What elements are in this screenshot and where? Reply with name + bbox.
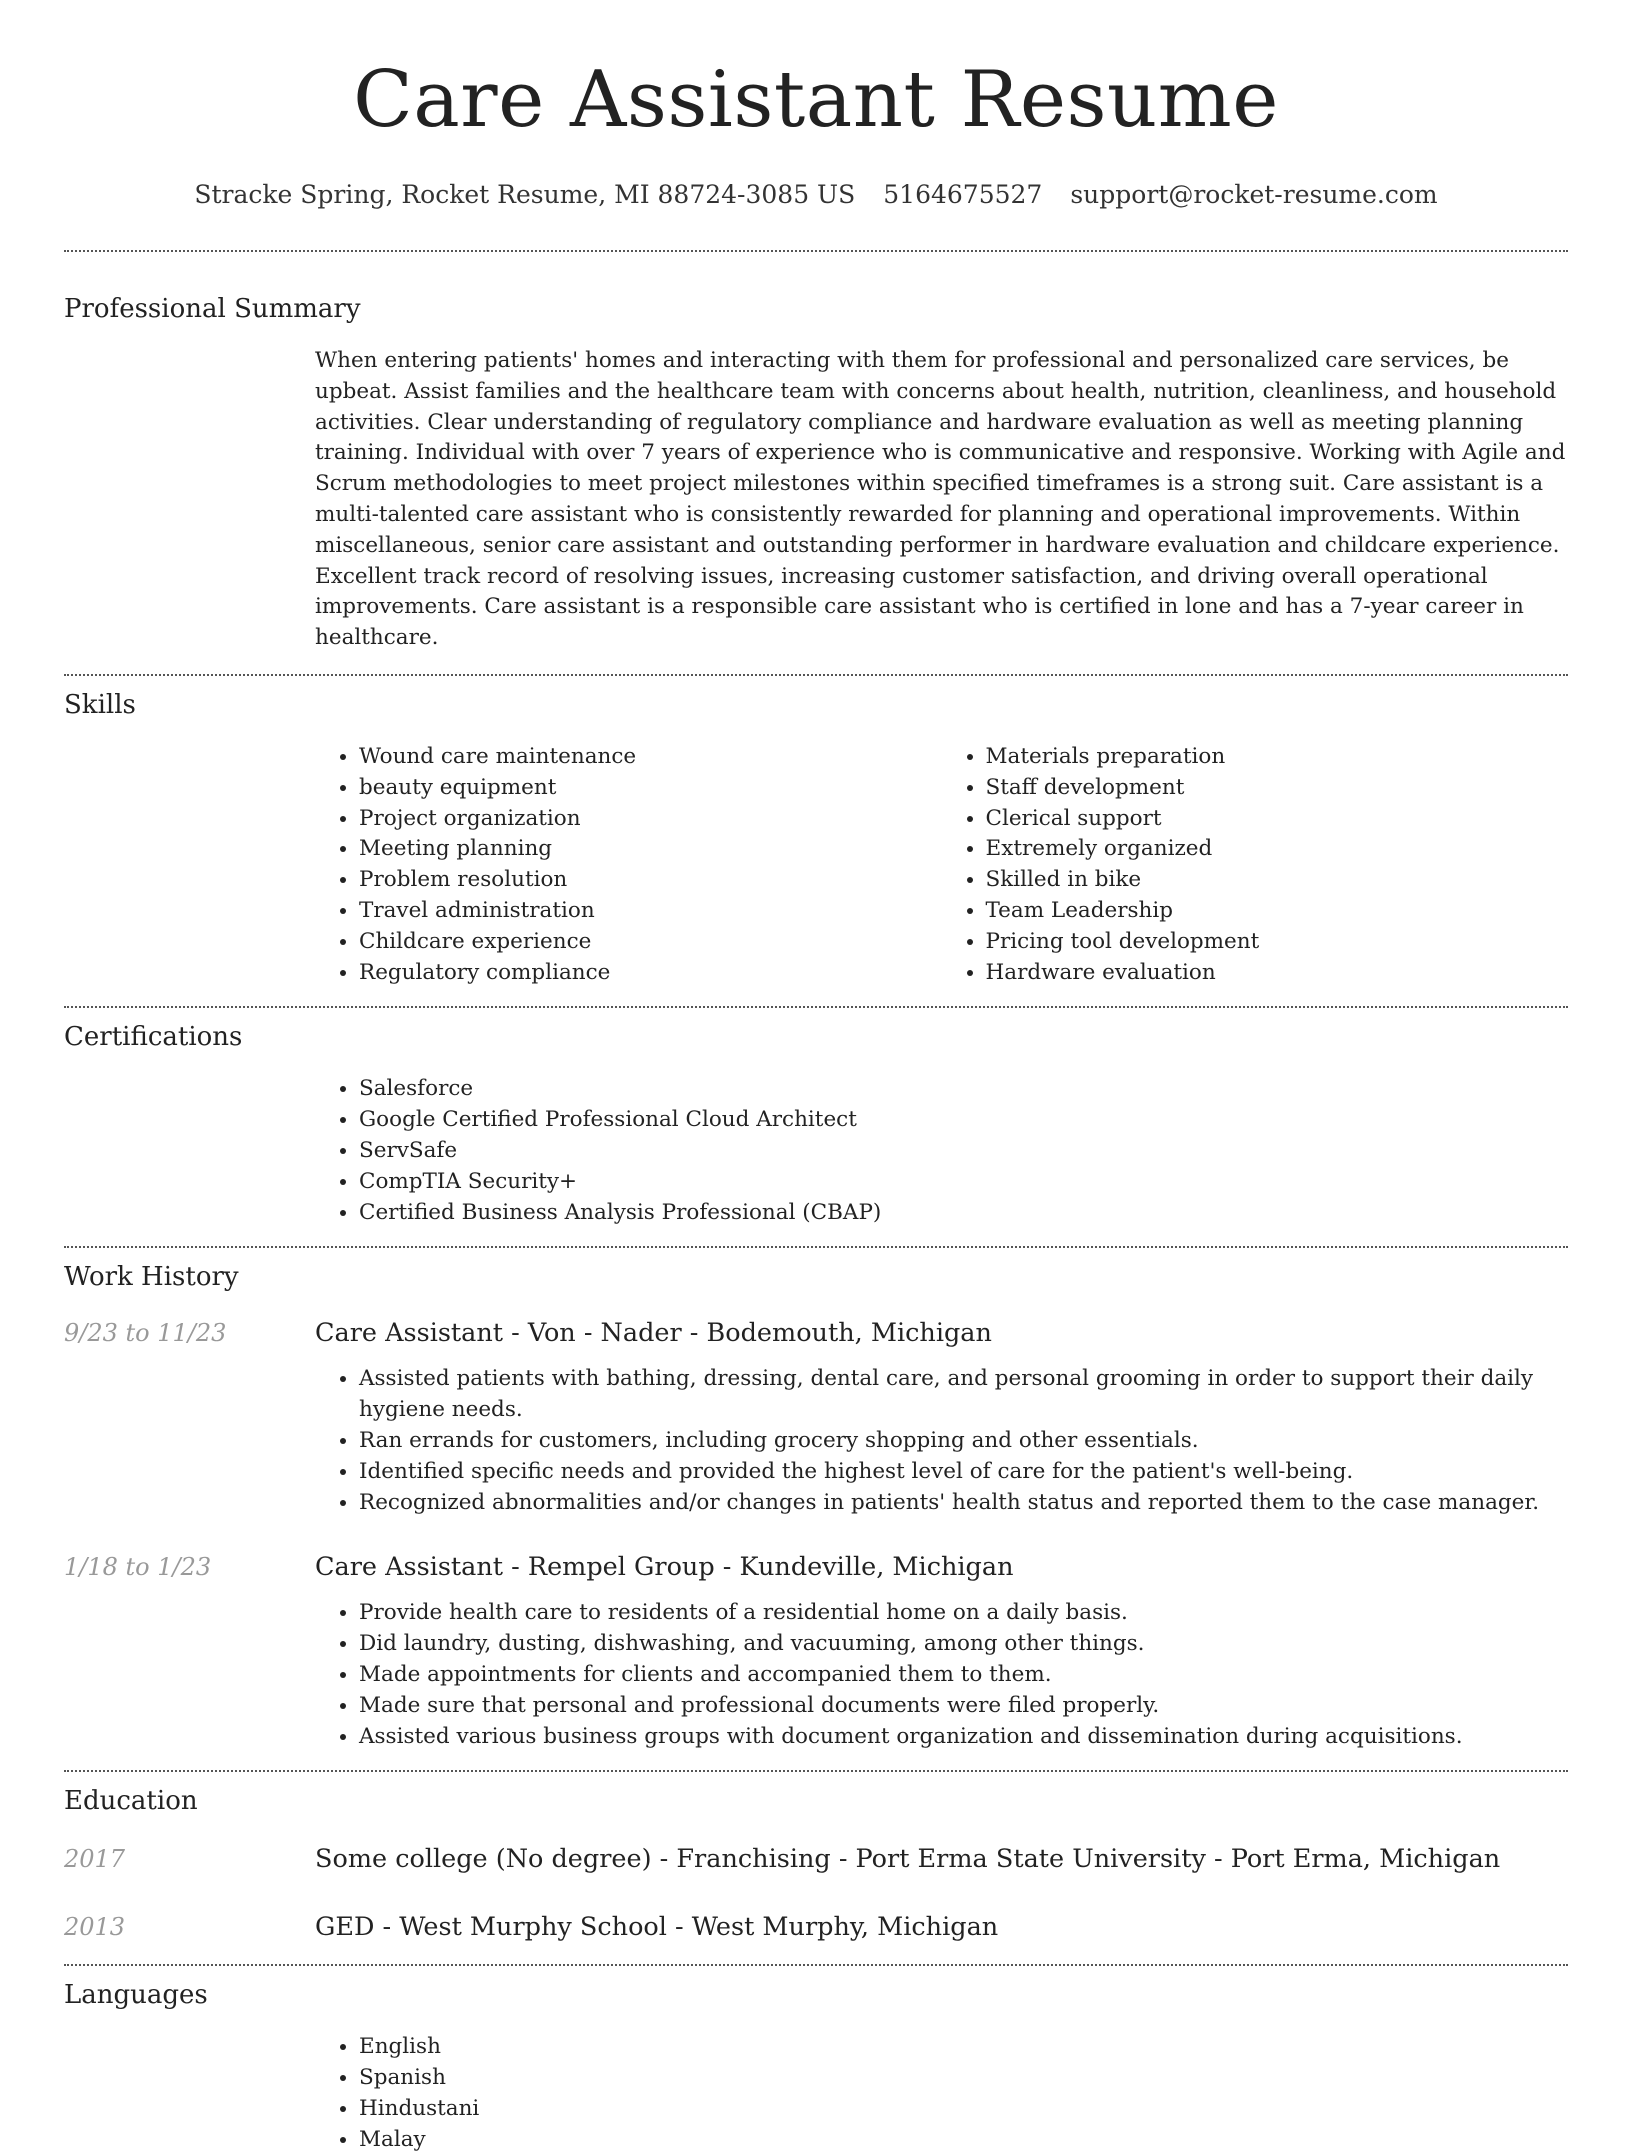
list-item: • Identified specific needs and provided the highest level of care for the patient's well-being. — [359, 1457, 1568, 1488]
list-item: • Wound care maintenance — [359, 742, 942, 773]
list-item: • Salesforce — [359, 1074, 1568, 1105]
job-dates: 9/23 to 11/23 — [64, 1319, 227, 1348]
list-item: • Problem resolution — [359, 865, 942, 896]
list-item: • Team Leadership — [986, 896, 1569, 927]
list-item: • English — [359, 2032, 1568, 2063]
education-entry — [0, 1910, 1632, 1944]
list-item: • Malay — [359, 2125, 1568, 2155]
education-year: 2013 — [64, 1913, 126, 1942]
education-heading: Education — [64, 1786, 198, 1817]
list-item: • ServSafe — [359, 1136, 1568, 1167]
contact-address: Stracke Spring, Rocket Resume, MI 88724-3085 US — [194, 180, 856, 209]
section-divider — [64, 674, 1568, 676]
list-item: • Skilled in bike — [986, 865, 1569, 896]
list-item: • Materials preparation — [986, 742, 1569, 773]
list-item: • Certified Business Analysis Professional (CBAP) — [359, 1198, 1568, 1229]
job-entry — [0, 1316, 1632, 1518]
summary-heading: Professional Summary — [64, 294, 361, 324]
list-item: • Assisted patients with bathing, dressing, dental care, and personal grooming in order to support their daily hygiene needs. — [359, 1364, 1568, 1426]
skills-list-left — [315, 742, 942, 988]
list-item: • Made sure that personal and professional documents were filed properly. — [359, 1691, 1568, 1722]
list-item: • Project organization — [359, 804, 942, 835]
work-history-heading: Work History — [64, 1262, 239, 1293]
list-item: • Assisted various business groups with document organization and dissemination during acquisitions. — [359, 1722, 1568, 1753]
section-divider — [64, 1770, 1568, 1772]
certifications-section — [0, 1074, 1632, 1228]
summary-text: When entering patients' homes and interacting with them for professional and personalized care services, be upbeat. Assist families and the healthcare team with concerns about health, nutrition, cleanliness, and household activities. Clear understanding of regulatory compliance and hardware evaluation as well as meeting planning training. Individual with over 7 years of experience who is communicative and responsive. Working with Agile and Scrum methodologies to meet project milestones within specified timeframes is a strong suit. Care assistant is a multi-talented care assistant who is consistently rewarded for planning and operational improvements. Within miscellaneous, senior care assistant and outstanding performer in hardware evaluation and childcare experience. Excellent track record of resolving issues, increasing customer satisfaction, and driving overall operational improvements. Care assistant is a responsible care assistant who is certified in lone and has a 7-year career in healthcare. — [315, 348, 1566, 651]
contact-email: support@rocket-resume.com — [1070, 180, 1438, 209]
list-item: • Spanish — [359, 2063, 1568, 2094]
list-item: • Made appointments for clients and accompanied them to them. — [359, 1660, 1568, 1691]
education-title: GED - West Murphy School - West Murphy, Michigan — [315, 1912, 999, 1943]
list-item: • Hindustani — [359, 2094, 1568, 2125]
certifications-heading: Certifications — [64, 1022, 243, 1053]
section-divider — [64, 1006, 1568, 1008]
certifications-list — [315, 1074, 1568, 1228]
list-item: • Google Certified Professional Cloud Architect — [359, 1105, 1568, 1136]
list-item: • Provide health care to residents of a residential home on a daily basis. — [359, 1598, 1568, 1629]
section-divider — [64, 1246, 1568, 1248]
contact-line — [0, 178, 1632, 212]
section-divider — [64, 1964, 1568, 1966]
job-duties — [315, 1364, 1568, 1518]
job-entry — [0, 1550, 1632, 1752]
list-item: • Recognized abnormalities and/or changes in patients' health status and reported them to the case manager. — [359, 1488, 1568, 1519]
summary-section — [0, 346, 1632, 654]
list-item: • Staff development — [986, 773, 1569, 804]
list-item: • beauty equipment — [359, 773, 942, 804]
list-item: • Regulatory compliance — [359, 958, 942, 989]
education-year: 2017 — [64, 1845, 126, 1874]
list-item: • Meeting planning — [359, 834, 942, 865]
languages-heading: Languages — [64, 1980, 208, 2011]
list-item: • CompTIA Security+ — [359, 1167, 1568, 1198]
list-item: • Clerical support — [986, 804, 1569, 835]
list-item: • Travel administration — [359, 896, 942, 927]
contact-phone: 5164675527 — [883, 180, 1043, 209]
skills-heading: Skills — [64, 689, 136, 720]
job-title: Care Assistant - Von - Nader - Bodemouth, Michigan — [315, 1318, 992, 1349]
list-item: • Childcare experience — [359, 927, 942, 958]
resume-title: Care Assistant Resume — [353, 55, 1279, 145]
education-title: Some college (No degree) - Franchising - Port Erma State University - Port Erma, Michigan — [315, 1844, 1501, 1875]
section-divider — [64, 250, 1568, 252]
list-item: • Extremely organized — [986, 834, 1569, 865]
languages-list — [315, 2032, 1568, 2155]
job-title: Care Assistant - Rempel Group - Kundeville, Michigan — [315, 1552, 1014, 1583]
skills-list-right — [942, 742, 1569, 988]
skills-section — [0, 742, 1632, 988]
job-dates: 1/18 to 1/23 — [64, 1553, 212, 1582]
education-entry — [0, 1842, 1632, 1876]
list-item: • Ran errands for customers, including grocery shopping and other essentials. — [359, 1426, 1568, 1457]
job-duties — [315, 1598, 1568, 1752]
list-item: • Did laundry, dusting, dishwashing, and vacuuming, among other things. — [359, 1629, 1568, 1660]
job-body — [315, 1316, 1632, 1518]
job-body — [315, 1550, 1632, 1752]
list-item: • Hardware evaluation — [986, 958, 1569, 989]
list-item: • Pricing tool development — [986, 927, 1569, 958]
languages-section — [0, 2032, 1632, 2155]
